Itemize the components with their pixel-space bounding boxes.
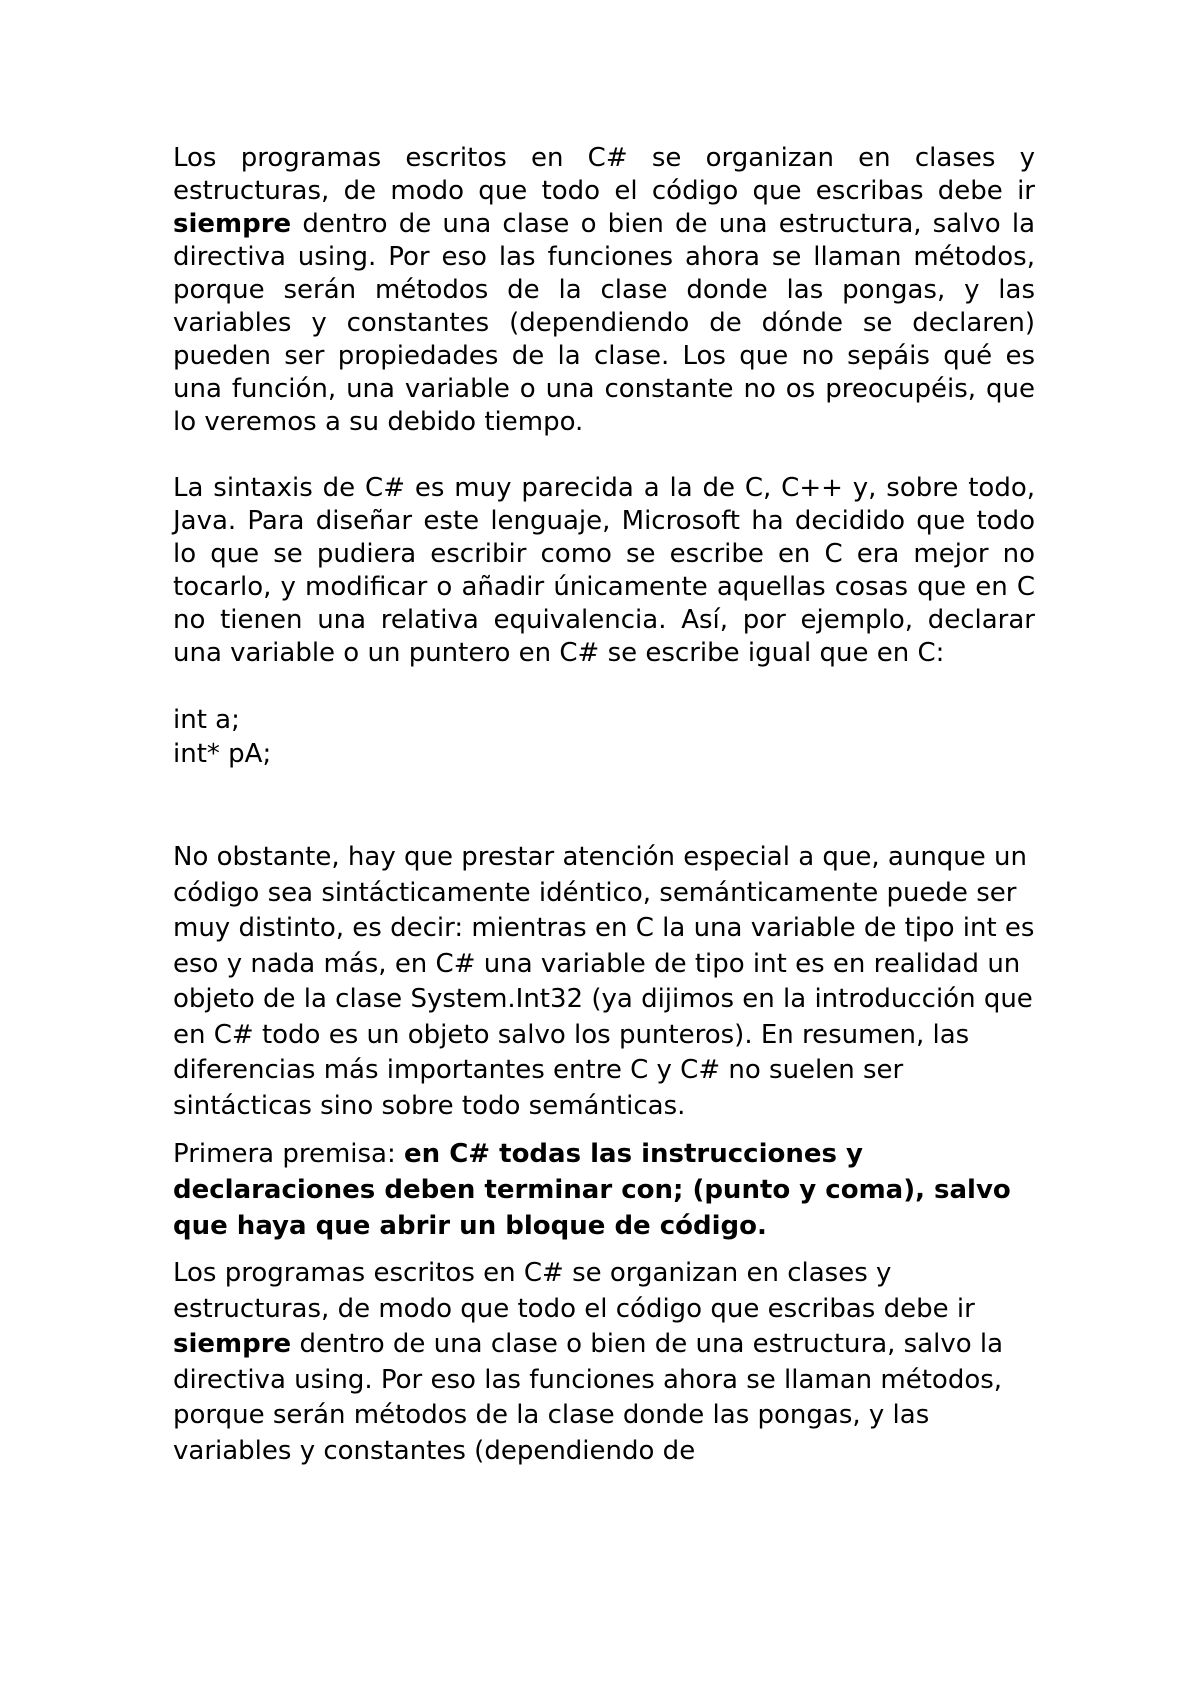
code-line-pointer: int* pA; [173, 739, 272, 769]
syntax-paragraph: La sintaxis de C# es muy parecida a la de C, C++ y, sobre todo, Java. Para diseñar este lenguaje, Microsoft ha decidido que todo lo que se pudiera escribir como se escribe en C era mejor no tocarlo, y modificar o añadir únicamente aquellas cosas que en C no tienen una relativa equivalencia. Así, por ejemplo, declarar una variable o un puntero en C# se escribe igual que en C: [173, 473, 1035, 668]
code-line-int: int a; [173, 705, 240, 735]
semantics-paragraph: No obstante, hay que prestar atención especial a que, aunque un código sea sintácticamente idéntico, semánticamente puede ser muy distinto, es decir: mientras en C la una variable de tipo int es eso y nada más, en C# una variable de tipo int es en realidad un objeto de la clase System.Int32 (ya dijimos en la introducción que en C# todo es un objeto salvo los punteros). En resumen, las diferencias más importantes entre C y C# no suelen ser sintácticas sino sobre todo semánticas. [173, 842, 1035, 1121]
intro-text-start: Los programas escritos en C# se organizan en clases y estructuras, de modo que todo el código que escribas debe ir [173, 143, 1035, 206]
code-example [173, 703, 1035, 771]
premise-text: en C# todas las instrucciones y declaraciones deben terminar con; (punto y coma), salvo que haya que abrir un bloque de código. [173, 1139, 1011, 1241]
repeated-intro-paragraph [173, 1256, 1035, 1469]
premise-paragraph [173, 1136, 1035, 1244]
repeated-emphasis: siempre [173, 1329, 292, 1359]
repeated-text-start: Los programas escritos en C# se organizan en clases y estructuras, de modo que todo el código que escribas debe ir [173, 1258, 975, 1324]
intro-emphasis: siempre [173, 209, 292, 239]
intro-paragraph [173, 142, 1035, 439]
premise-label: Primera premisa: [173, 1139, 405, 1169]
repeated-text-end: dentro de una clase o bien de una estructura, salvo la directiva using. Por eso las funciones ahora se llaman métodos, porque serán métodos de la clase donde las pongas, y las variables y constantes (dependiendo de [173, 1329, 1004, 1466]
document-page [173, 142, 1035, 1481]
intro-text-end: dentro de una clase o bien de una estructura, salvo la directiva using. Por eso las funciones ahora se llaman métodos, porque serán métodos de la clase donde las pongas, y las variables y constantes (dependiendo de dónde se declaren) pueden ser propiedades de la clase. Los que no sepáis qué es una función, una variable o una constante no os preocupéis, que lo veremos a su debido tiempo. [173, 209, 1035, 437]
